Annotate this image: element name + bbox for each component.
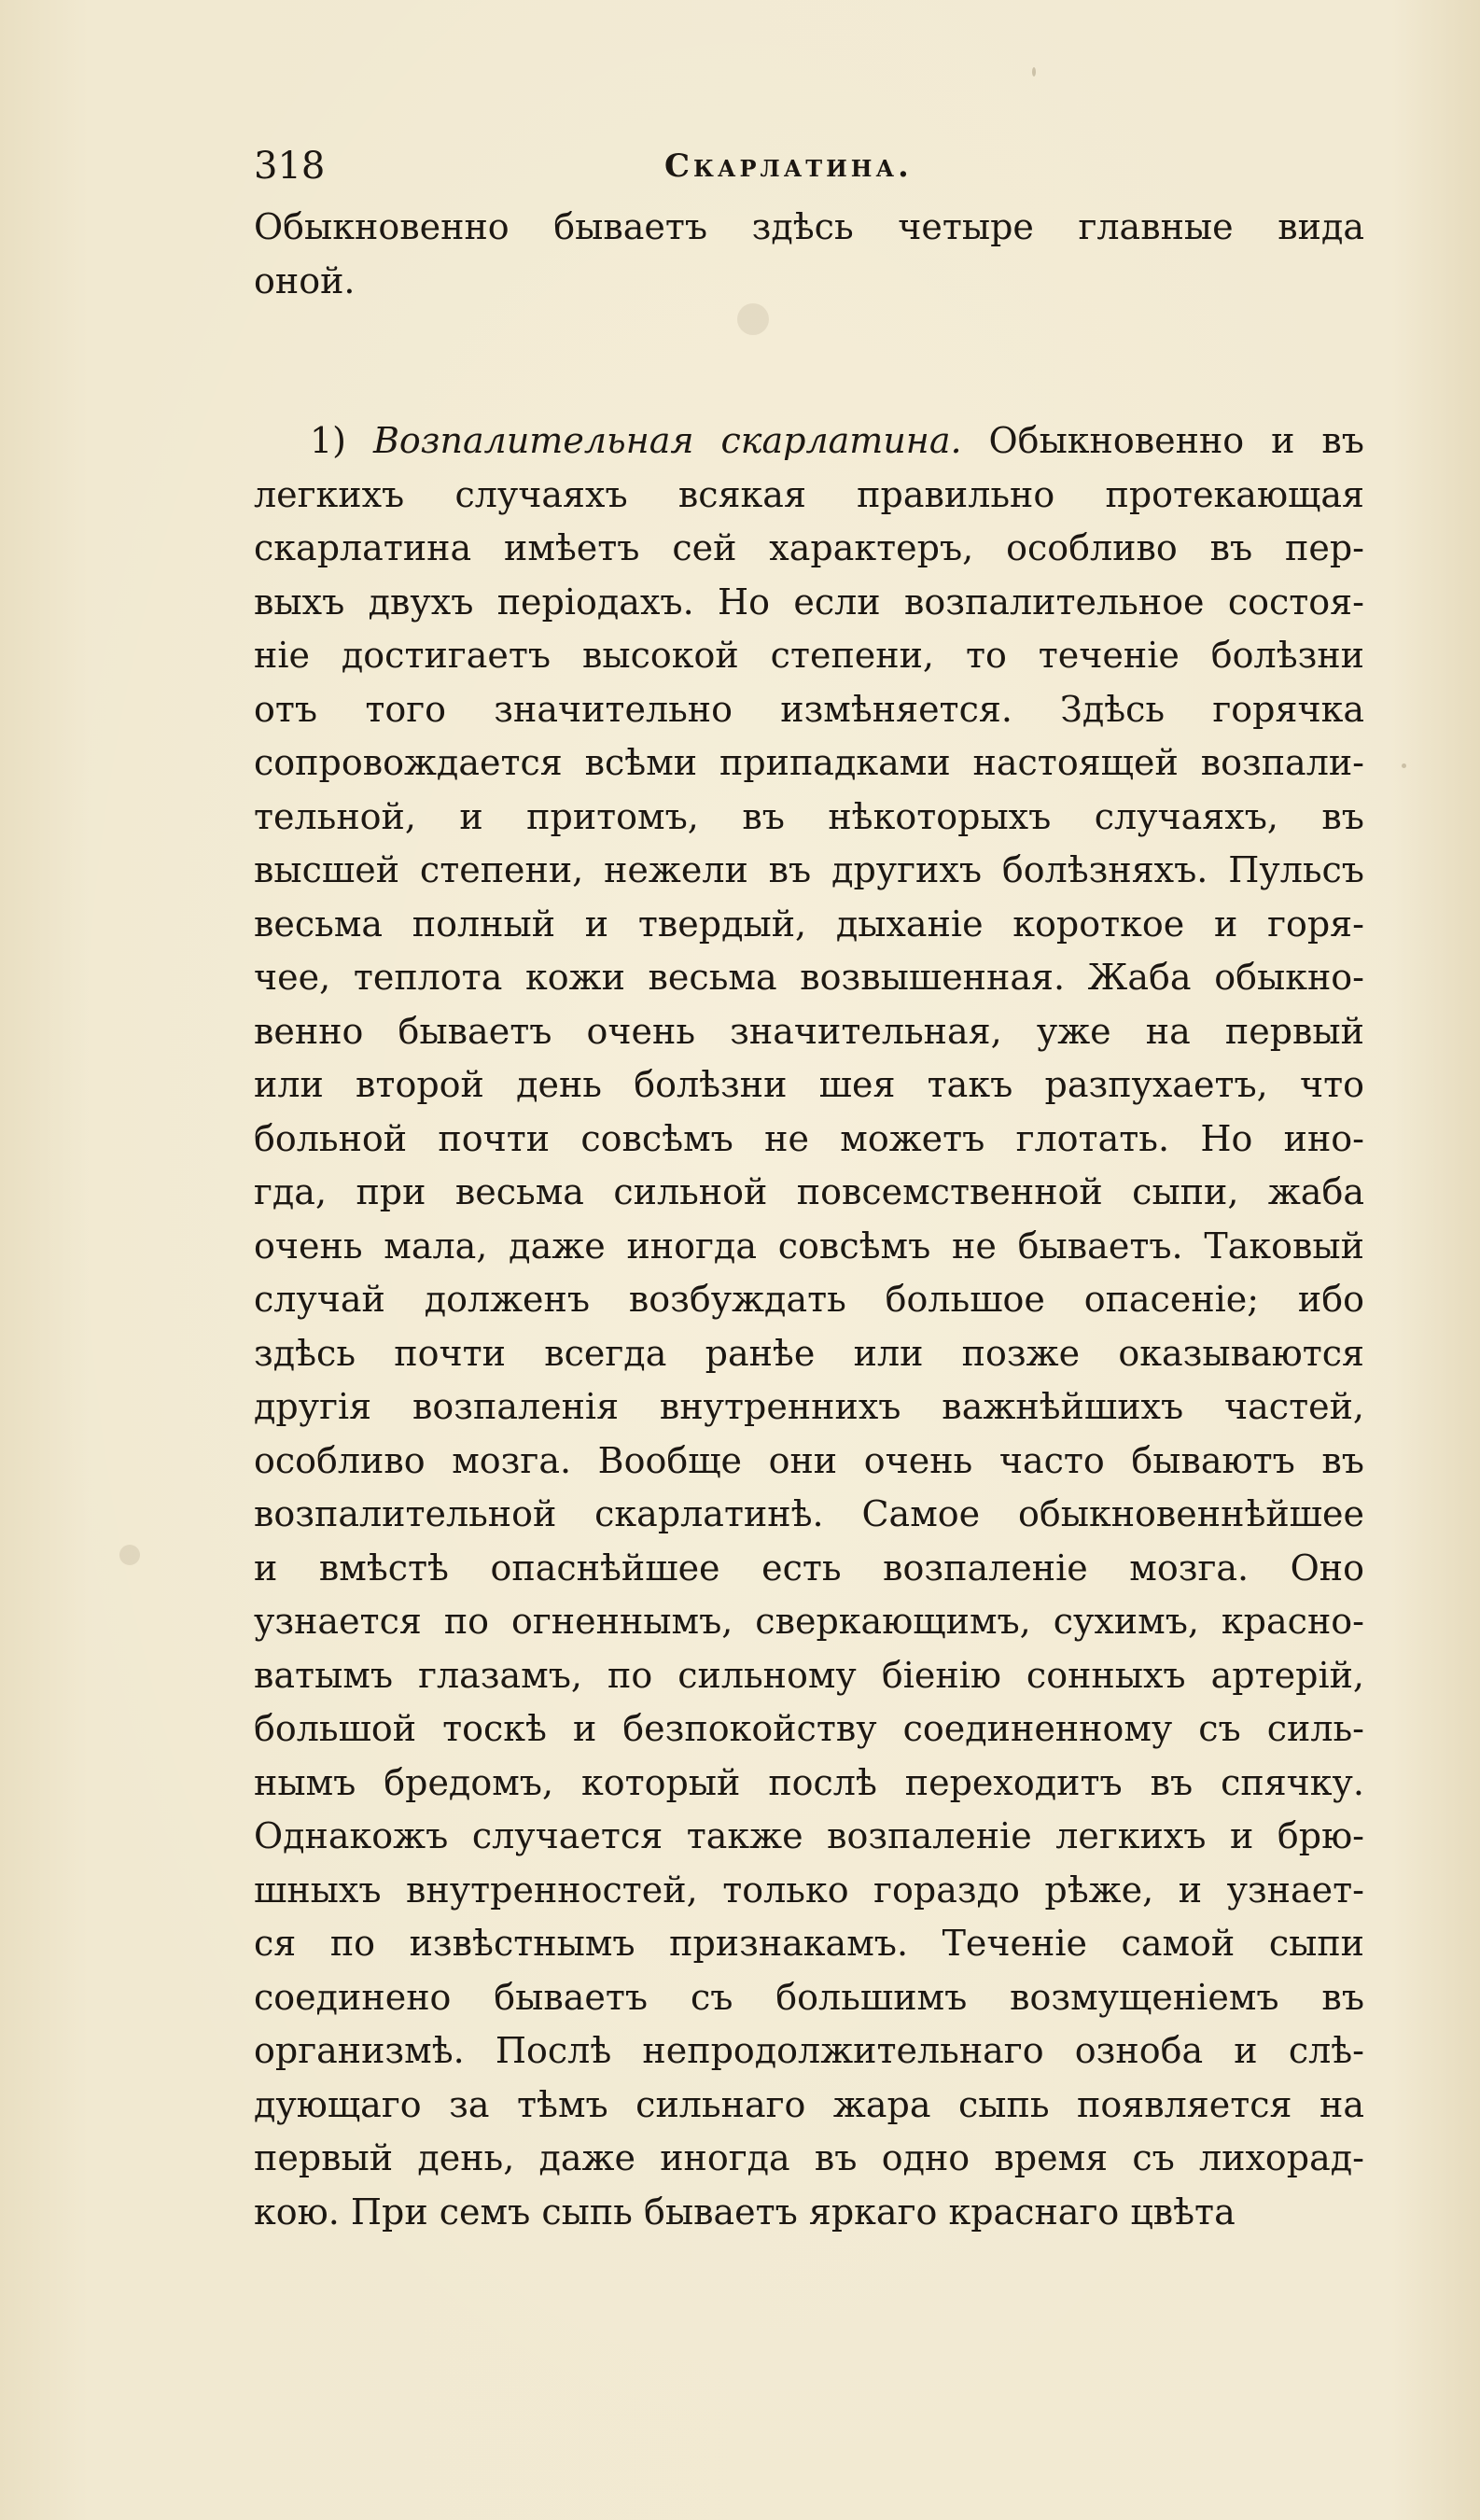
text-line: Однакожъ случается также возпаленіе легкихъ и брю-: [254, 1815, 1364, 1856]
text-line: ся по извѣстнымъ признакамъ. Теченіе самой сыпи: [254, 1923, 1364, 1964]
text-line: дующаго за тѣмъ сильнаго жара сыпь появляется на: [254, 2083, 1364, 2125]
paragraph-lines: [254, 469, 1364, 2240]
body-text: [254, 201, 1364, 2239]
text-line: очень мала, даже иногда совсѣмъ не бываетъ. Таковый: [254, 1225, 1364, 1267]
text-line: возпалительной скарлатинѣ. Самое обыкновеннѣйшее: [254, 1493, 1364, 1534]
text-line: тельной, и притомъ, въ нѣкоторыхъ случаяхъ, въ: [254, 795, 1364, 837]
text-line: ватымъ глазамъ, по сильному біенію сонныхъ артерій,: [254, 1654, 1364, 1696]
text-line: ніе достигаетъ высокой степени, то теченіе болѣзни: [254, 635, 1364, 676]
text-line: выхъ двухъ періодахъ. Но если возпалительное состоя-: [254, 581, 1364, 623]
text-line: отъ того значительно измѣняется. Здѣсь горячка: [254, 688, 1364, 730]
text-line: нымъ бредомъ, который послѣ переходитъ въ спячку.: [254, 1761, 1364, 1803]
text-line: легкихъ случаяхъ всякая правильно протекающая: [254, 473, 1364, 515]
text-line: высшей степени, нежели въ другихъ болѣзняхъ. Пульсъ: [254, 849, 1364, 890]
text-line: скарлатина имѣетъ сей характеръ, особливо въ пер-: [254, 527, 1364, 568]
paper-speck: [1402, 763, 1406, 768]
text-line: другія возпаленія внутреннихъ важнѣйшихъ частей,: [254, 1386, 1364, 1427]
page-header: [254, 138, 1364, 194]
text-line: случай долженъ возбуждать большое опасеніе; ибо: [254, 1279, 1364, 1320]
section-heading: Возпалительная скарлатина.: [372, 420, 962, 461]
text-line: шныхъ внутренностей, только гораздо рѣже, и узнает-: [254, 1869, 1364, 1911]
text-line: сопровождается всѣми припадками настоящей возпали-: [254, 742, 1364, 783]
text-line: большой тоскѣ и безпокойству соединенному съ силь-: [254, 1708, 1364, 1749]
text-line: первый день, даже иногда въ одно время съ лихорад-: [254, 2137, 1364, 2178]
text-line: Обыкновенно бываетъ здѣсь четыре главные вида: [254, 206, 1364, 247]
running-title: Скарлатина.: [664, 147, 913, 185]
text-line: кою. При семъ сыпь бываетъ яркаго краснаго цвѣта: [254, 2191, 1236, 2233]
text-line: здѣсь почти всегда ранѣе или позже оказываются: [254, 1332, 1364, 1374]
page-number: 318: [254, 145, 326, 188]
text-line: соединено бываетъ съ большимъ возмущеніемъ въ: [254, 1976, 1364, 2018]
text-line: узнается по огненнымъ, сверкающимъ, сухимъ, красно-: [254, 1601, 1364, 1642]
text-line: гда, при весьма сильной повсемственной сыпи, жаба: [254, 1171, 1364, 1212]
text-line: или второй день болѣзни шея такъ разпухаетъ, что: [254, 1064, 1364, 1105]
text-line: и вмѣстѣ опаснѣйшее есть возпаленіе мозга. Оно: [254, 1547, 1364, 1589]
text-line: венно бываетъ очень значительная, уже на первый: [254, 1010, 1364, 1052]
text-line: оной.: [254, 259, 356, 301]
paper-speck: [1032, 67, 1036, 77]
first-line-text: Обыкновенно и въ: [988, 420, 1364, 461]
text-line: особливо мозга. Вообще они очень часто бываютъ въ: [254, 1439, 1364, 1481]
text-line: весьма полный и твердый, дыханіе короткое и горя-: [254, 903, 1364, 945]
paragraph-first-line: [254, 414, 1364, 469]
text-line: больной почти совсѣмъ не можетъ глотать. Но ино-: [254, 1117, 1364, 1159]
text-line: организмѣ. Послѣ непродолжительнаго озноба и слѣ-: [254, 2030, 1364, 2071]
paragraph-gap: [254, 308, 1364, 414]
text-line: чее, теплота кожи весьма возвышенная. Жаба обыкно-: [254, 957, 1364, 998]
item-number: 1): [310, 420, 347, 461]
paper-speck: [119, 1545, 140, 1565]
